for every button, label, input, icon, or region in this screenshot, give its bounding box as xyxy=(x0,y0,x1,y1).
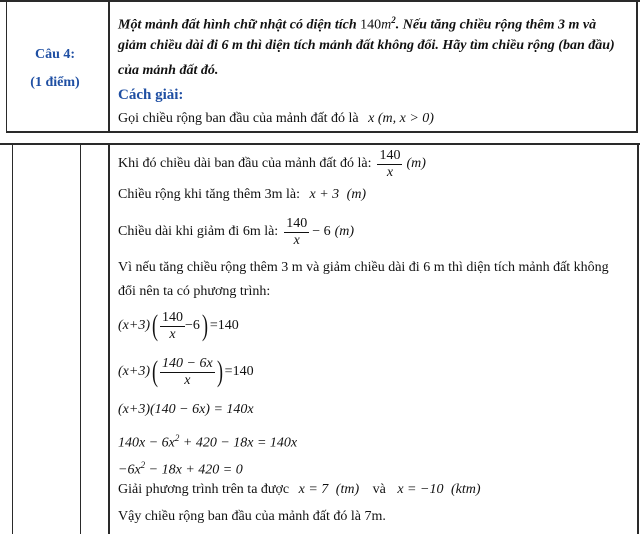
reason-line-1: Vì nếu tăng chiều rộng thêm 3 m và giảm chiều dài đi 6 m thì diện tích mảnh đất không xyxy=(118,260,609,275)
prompt-line-2: giảm chiều dài đi 6 m thì diện tích mảnh đất không đổi. Hãy tìm chiều rộng (ban đầu) xyxy=(118,38,615,53)
question-points: (1 điểm) xyxy=(30,75,80,90)
equation-5: $-6x^2 - 18x + 420 = 0$ xyxy=(118,460,243,478)
upper-right-border xyxy=(636,0,638,132)
upper-left-border xyxy=(6,0,7,132)
lower-col-divider-1 xyxy=(80,143,81,534)
fraction-140-over-x-2: $\frac{140}{x}$ xyxy=(286,215,308,248)
eq2-fraction: $\frac{140 - 6x}{x}$ xyxy=(162,355,213,388)
conclusion: Vậy chiều rộng ban đầu của mảnh đất đó là 7m. xyxy=(118,509,386,524)
equation-1: (x+3) ( $\frac{140}{x}$ −6 ) =140 xyxy=(118,309,239,342)
lower-top-border xyxy=(0,143,640,145)
prompt-line-1: Một mảnh đất hình chữ nhật có diện tích $140m^2$. Nếu tăng chiều rộng thêm 3 m và xyxy=(118,15,597,33)
eq1-fraction: $\frac{140}{x}$ xyxy=(162,309,183,342)
question-label: Câu 4: xyxy=(34,47,76,62)
upper-col-divider xyxy=(108,0,110,132)
lower-left-border xyxy=(12,143,13,534)
solution-heading: Cách giải: xyxy=(118,87,184,103)
equation-2: (x+3) ( $\frac{140 - 6x}{x}$ ) =140 xyxy=(118,355,254,388)
width-increase-statement: Chiều rộng khi tăng thêm 3m là: x + 3 (m) xyxy=(118,187,367,202)
let-statement: Gọi chiều rộng ban đầu của mảnh đất đó là x (m, x > 0) xyxy=(118,111,434,126)
upper-bottom-border xyxy=(6,131,638,133)
lower-col-divider-2 xyxy=(108,143,110,534)
length-statement: Khi đó chiều dài ban đầu của mảnh đất đó là: $\frac{140}{x}$ (m) xyxy=(118,147,426,180)
top-border xyxy=(0,0,640,2)
length-decrease-statement: Chiều dài khi giảm đi 6m là: $\frac{140}{x}$ − 6 (m) xyxy=(118,215,355,248)
solve-statement: Giải phương trình trên ta được x = 7 (tm) và x = −10 (ktm) xyxy=(118,482,481,497)
fraction-140-over-x: $\frac{140}{x}$ xyxy=(379,147,401,180)
prompt-line-3: của mảnh đất đó. xyxy=(118,63,219,78)
equation-3: (x+3)(140 − 6x) = 140x xyxy=(118,402,254,417)
lower-right-border xyxy=(637,143,639,534)
reason-line-2: đổi nên ta có phương trình: xyxy=(118,284,271,299)
equation-4: $140x - 6x^2 + 420 - 18x = 140x$ xyxy=(118,433,298,451)
